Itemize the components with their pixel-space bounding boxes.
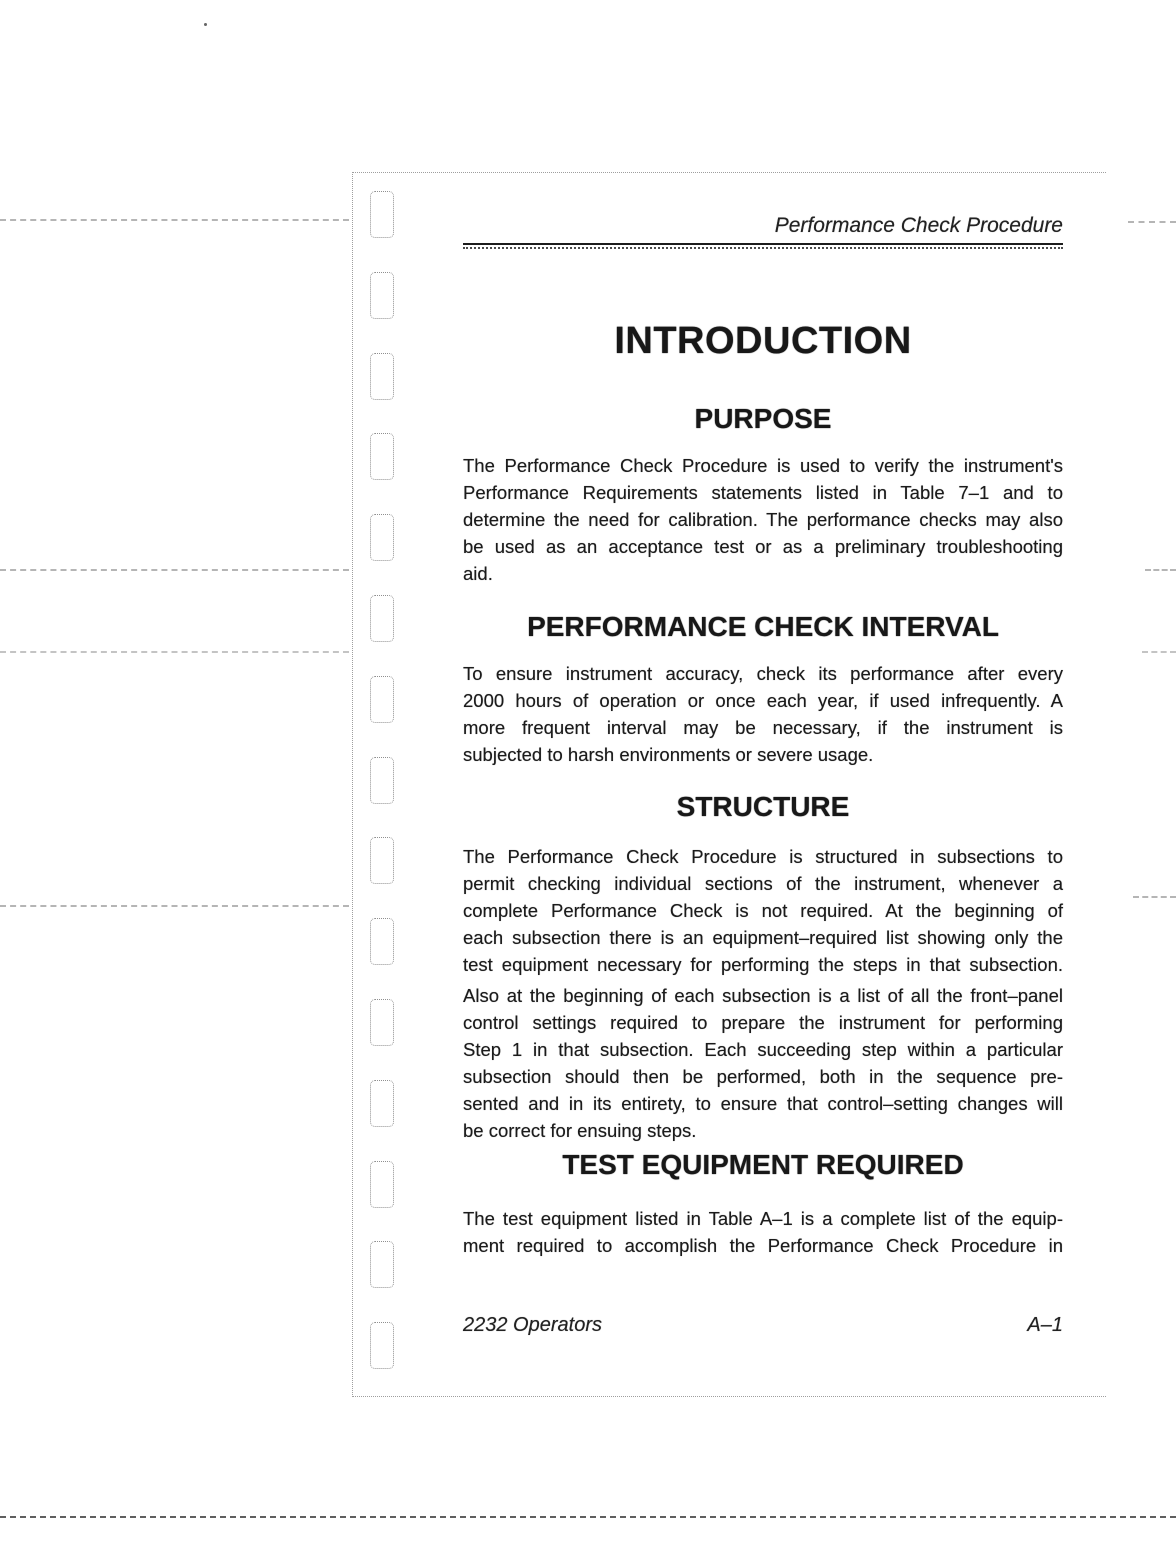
text-line: more frequent interval may be necessary, if the instrument is: [463, 717, 1063, 738]
binder-hole: [370, 1080, 394, 1127]
text-line: permit checking individual sections of the instrument, whenever a: [463, 873, 1063, 894]
scan-artifact-line: [1133, 896, 1176, 898]
text-line: Performance Requirements statements listed in Table 7–1 and to: [463, 482, 1063, 503]
scan-artifact-line: [0, 651, 349, 653]
section-heading-structure: STRUCTURE: [676, 791, 850, 822]
running-header: Performance Check Procedure: [774, 214, 1063, 237]
paragraph-purpose: [463, 452, 1063, 587]
text-line: The Performance Check Procedure is structured in subsections to: [463, 846, 1063, 867]
footer-document-title: 2232 Operators: [463, 1314, 602, 1336]
binder-hole: [370, 757, 394, 804]
text-line: subsection should then be performed, both in the sequence pre-: [463, 1066, 1063, 1087]
scan-artifact-line: [0, 219, 349, 221]
page-footer: [463, 1314, 1063, 1337]
text-line: each subsection there is an equipment–required list showing only the: [463, 927, 1063, 948]
binder-hole: [370, 918, 394, 965]
footer-page-number: A–1: [1027, 1314, 1063, 1336]
binder-hole: [370, 676, 394, 723]
text-line: test equipment necessary for performing the steps in that subsection.: [463, 954, 1063, 975]
scan-speck: [204, 23, 207, 26]
header-rule-fringe: [463, 247, 1063, 249]
scan-artifact-line: [0, 1516, 1176, 1518]
text-line: control settings required to prepare the instrument for performing: [463, 1012, 1063, 1033]
text-line: sented and in its entirety, to ensure that control–setting changes will: [463, 1093, 1063, 1114]
scan-artifact-line: [0, 569, 349, 571]
scan-artifact-line: [1128, 221, 1176, 223]
binder-hole: [370, 837, 394, 884]
binder-hole: [370, 433, 394, 480]
text-line: 2000 hours of operation or once each year, if used infrequently. A: [463, 690, 1063, 711]
text-line: be correct for ensuing steps.: [463, 1120, 697, 1141]
text-line: The test equipment listed in Table A–1 is a complete list of the equip-: [463, 1208, 1063, 1229]
binder-hole: [370, 514, 394, 561]
binder-hole: [370, 353, 394, 400]
paragraph-structure-1: [463, 843, 1063, 978]
header-rule: [463, 243, 1063, 245]
scan-artifact-line: [1142, 651, 1176, 653]
binder-hole: [370, 191, 394, 238]
text-line: To ensure instrument accuracy, check its performance after every: [463, 663, 1063, 684]
page-title: INTRODUCTION: [614, 320, 912, 362]
scan-artifact-line: [1145, 569, 1176, 571]
text-line: aid.: [463, 563, 493, 584]
binder-hole: [370, 1322, 394, 1369]
section-heading-interval: PERFORMANCE CHECK INTERVAL: [527, 611, 999, 642]
binder-hole: [370, 272, 394, 319]
binder-hole: [370, 999, 394, 1046]
scan-artifact-line: [0, 905, 349, 907]
text-line: ment required to accomplish the Performance Check Procedure in: [463, 1235, 1063, 1256]
text-line: complete Performance Check is not required. At the beginning of: [463, 900, 1063, 921]
text-line: The Performance Check Procedure is used to verify the instrument's: [463, 455, 1063, 476]
text-line: be used as an acceptance test or as a preliminary troubleshooting: [463, 536, 1063, 557]
paragraph-interval: [463, 660, 1063, 768]
paragraph-test-equipment: [463, 1205, 1063, 1259]
text-line: Also at the beginning of each subsection is a list of all the front–panel: [463, 985, 1063, 1006]
binder-hole: [370, 1161, 394, 1208]
text-line: Step 1 in that subsection. Each succeeding step within a particular: [463, 1039, 1063, 1060]
text-line: determine the need for calibration. The performance checks may also: [463, 509, 1063, 530]
binder-hole: [370, 595, 394, 642]
section-heading-test-equipment: TEST EQUIPMENT REQUIRED: [562, 1149, 964, 1180]
paragraph-structure-2: [463, 982, 1063, 1144]
text-line: subjected to harsh environments or severe usage.: [463, 744, 874, 765]
binder-hole: [370, 1241, 394, 1288]
section-heading-purpose: PURPOSE: [694, 403, 832, 434]
